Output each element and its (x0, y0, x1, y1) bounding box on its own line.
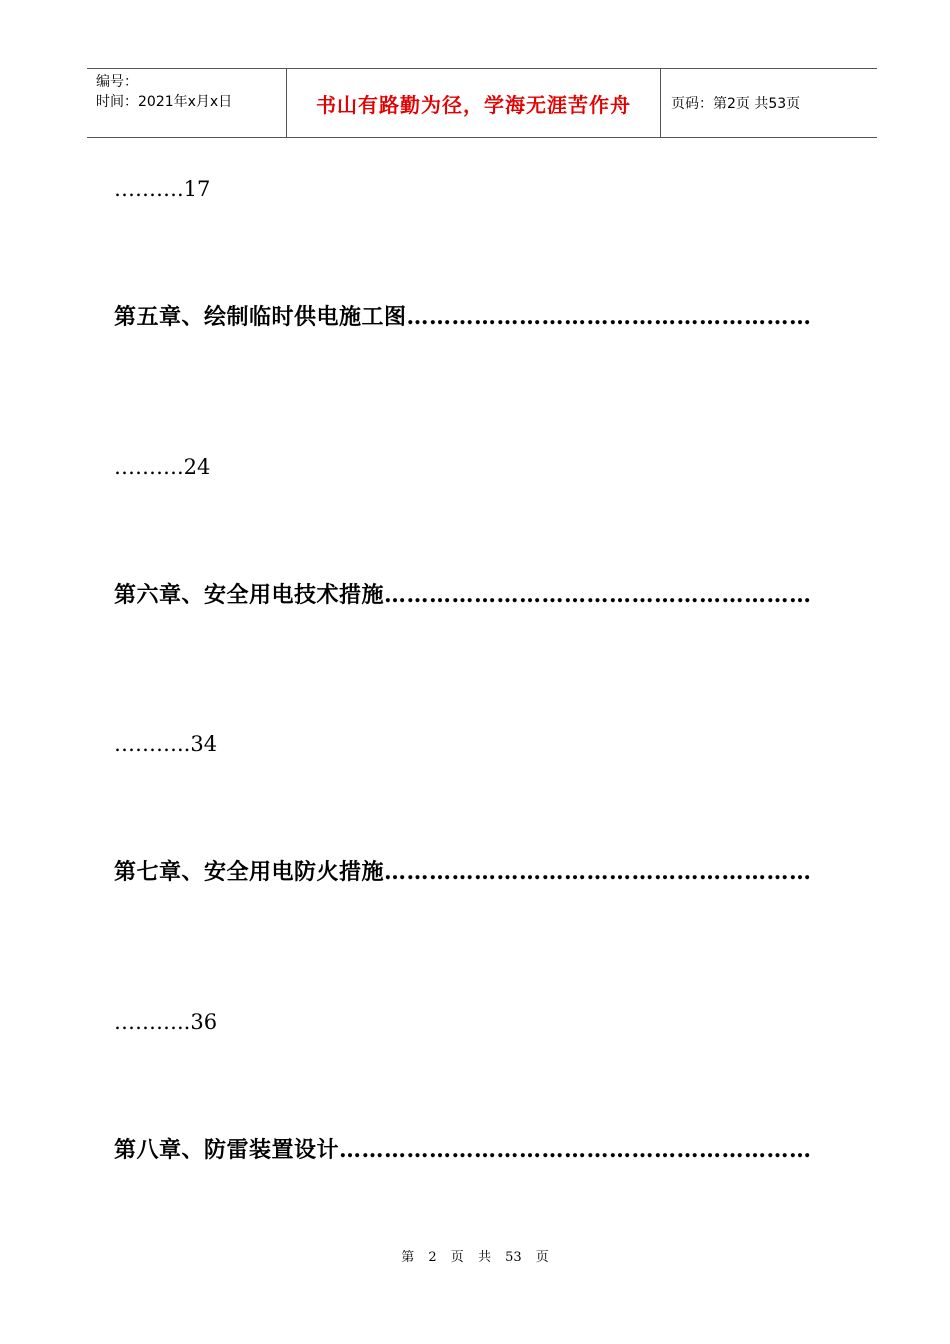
page-header (87, 68, 877, 138)
footer-total-pages: 53 (505, 1250, 522, 1265)
toc-chapter-7: 第七章、安全用电防火措施………………………………………………… (114, 859, 812, 885)
toc-chapter-6: 第六章、安全用电技术措施………………………………………………… (114, 582, 812, 608)
header-meta-cell (87, 69, 287, 137)
footer-page-number: 2 (428, 1250, 437, 1265)
footer-ye: 页 (535, 1250, 549, 1265)
footer-gong: 共 (477, 1250, 491, 1265)
document-number-label: 编号： (96, 74, 138, 90)
toc-page-ref: ……….24 (114, 455, 211, 479)
footer-ye: 页 (450, 1250, 464, 1265)
page-footer (0, 1246, 950, 1265)
toc-page-ref: ……….17 (114, 177, 211, 201)
toc-chapter-8: 第八章、防雷装置设计……………………………………………………… (114, 1137, 812, 1163)
toc-page-ref: ………..36 (114, 1010, 218, 1034)
toc-chapter-5: 第五章、绘制临时供电施工图……………………………………………… (114, 304, 812, 330)
document-date: 时间：2021年x月x日 (96, 94, 233, 110)
footer-di: 第 (401, 1250, 415, 1265)
toc-page-ref: ………..34 (114, 732, 218, 756)
header-page-info: 页码：第2页 共53页 (671, 96, 801, 112)
header-motto: 书山有路勤为径，学海无涯苦作舟 (287, 69, 661, 137)
